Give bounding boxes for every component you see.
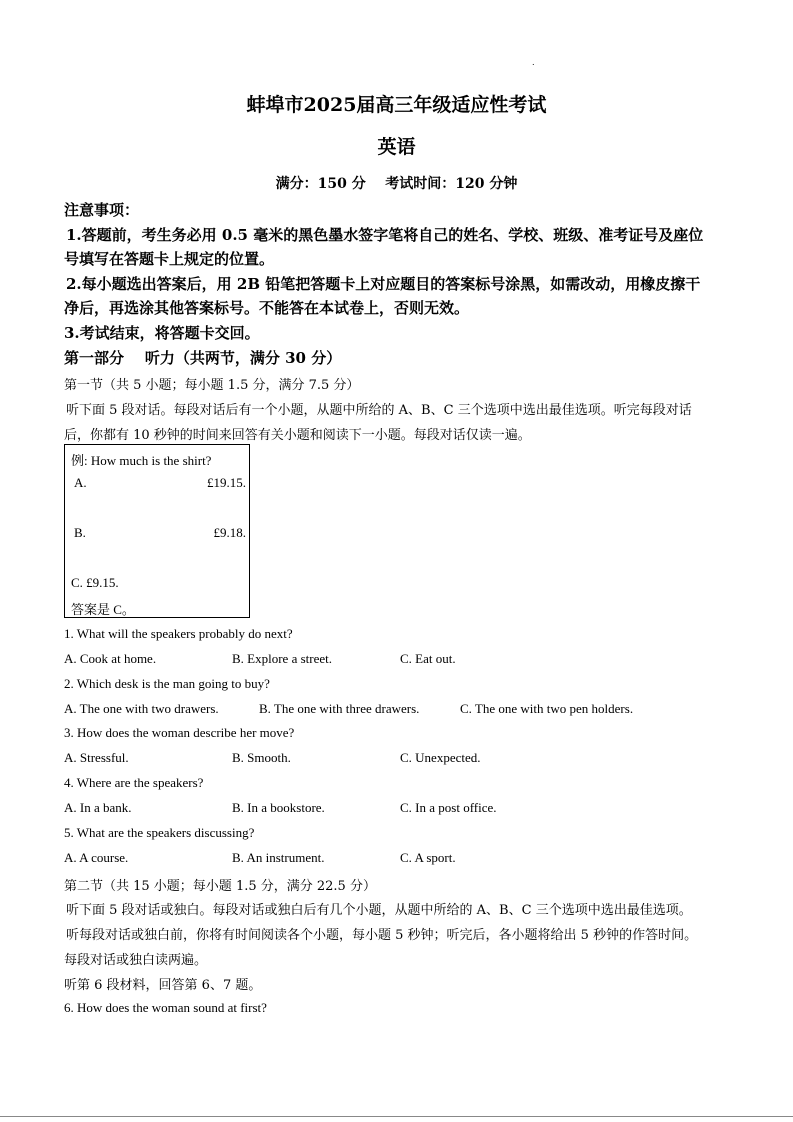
question-5-option-c: C. A sport. xyxy=(400,850,456,865)
part1-heading: 第一部分 听力（共两节，满分 30 分） xyxy=(64,349,342,367)
question-1-option-b: B. Explore a street. xyxy=(232,651,332,666)
subject-title: 英语 xyxy=(377,136,416,158)
note-item-1-line-1: 1.答题前，考生务必用 0.5 毫米的黑色墨水签字笔将自己的姓名、学校、班级、准考证号及座位 xyxy=(66,226,704,244)
question-4: 4. Where are the speakers? xyxy=(64,775,204,790)
material-6-note: 听第 6 段材料，回答第 6、7 题。 xyxy=(64,978,262,993)
section1-instructions-line-2: 后，你都有 10 秒钟的时间来回答有关小题和阅读下一小题。每段对话仅读一遍。 xyxy=(64,428,531,443)
example-box xyxy=(64,444,250,618)
question-6: 6. How does the woman sound at first? xyxy=(64,1000,267,1015)
note-item-2-line-1: 2.每小题选出答案后，用 2B 铅笔把答题卡上对应题目的答案标号涂黑，如需改动，用橡皮擦干 xyxy=(66,275,701,293)
question-2-option-c: C. The one with two pen holders. xyxy=(460,701,634,716)
example-option-b-label: B. xyxy=(74,525,86,540)
question-3: 3. How does the woman describe her move? xyxy=(64,725,295,740)
question-4-option-c: C. In a post office. xyxy=(400,800,497,815)
question-3-option-c: C. Unexpected. xyxy=(400,750,481,765)
question-3-option-b: B. Smooth. xyxy=(232,750,291,765)
section2-instructions-line-2: 听每段对话或独白前，你将有时间阅读各个小题，每小题 5 秒钟；听完后，各小题将给出 5 秒钟的作答时间。 xyxy=(66,928,698,943)
question-2-option-a: A. The one with two drawers. xyxy=(64,701,219,716)
question-1: 1. What will the speakers probably do next? xyxy=(64,626,293,641)
score-time-info: 满分：150 分 考试时间：120 分钟 xyxy=(275,176,518,192)
page-bottom-rule xyxy=(0,1116,793,1117)
question-5-option-a: A. A course. xyxy=(64,850,129,865)
question-5-option-b: B. An instrument. xyxy=(232,850,325,865)
example-option-c: C. £9.15. xyxy=(71,575,119,590)
question-3-option-a: A. Stressful. xyxy=(64,750,129,765)
question-1-option-a: A. Cook at home. xyxy=(64,651,157,666)
page-dot-mark: . xyxy=(532,58,535,67)
section2-heading: 第二节（共 15 小题；每小题 1.5 分，满分 22.5 分） xyxy=(64,879,376,894)
notes-heading: 注意事项： xyxy=(64,201,140,219)
section2-instructions-line-3: 每段对话或独白读两遍。 xyxy=(64,953,208,968)
example-option-b-value: £9.18. xyxy=(213,525,246,540)
example-answer: 答案是 C。 xyxy=(71,602,135,617)
question-4-option-b: B. In a bookstore. xyxy=(232,800,325,815)
question-2: 2. Which desk is the man going to buy? xyxy=(64,676,270,691)
section1-heading: 第一节（共 5 小题；每小题 1.5 分，满分 7.5 分） xyxy=(64,378,360,393)
example-question: 例: How much is the shirt? xyxy=(71,453,212,468)
section1-instructions-line-1: 听下面 5 段对话。每段对话后有一个小题，从题中所给的 A、B、C 三个选项中选出最佳选项。听完每段对话 xyxy=(66,403,692,418)
question-4-option-a: A. In a bank. xyxy=(64,800,132,815)
section2-instructions-line-1: 听下面 5 段对话或独白。每段对话或独白后有几个小题，从题中所给的 A、B、C 三个选项中选出最佳选项。 xyxy=(66,903,692,918)
exam-title: 蚌埠市2025届高三年级适应性考试 xyxy=(246,94,547,116)
question-2-option-b: B. The one with three drawers. xyxy=(259,701,420,716)
question-1-option-c: C. Eat out. xyxy=(400,651,456,666)
note-item-3: 3.考试结束，将答题卡交回。 xyxy=(64,324,260,342)
question-5: 5. What are the speakers discussing? xyxy=(64,825,255,840)
example-option-a-label: A. xyxy=(74,475,87,490)
note-item-1-line-2: 号填写在答题卡上规定的位置。 xyxy=(64,250,275,268)
example-option-a-value: £19.15. xyxy=(207,475,246,490)
note-item-2-line-2: 净后，再选涂其他答案标号。不能答在本试卷上，否则无效。 xyxy=(64,299,470,317)
